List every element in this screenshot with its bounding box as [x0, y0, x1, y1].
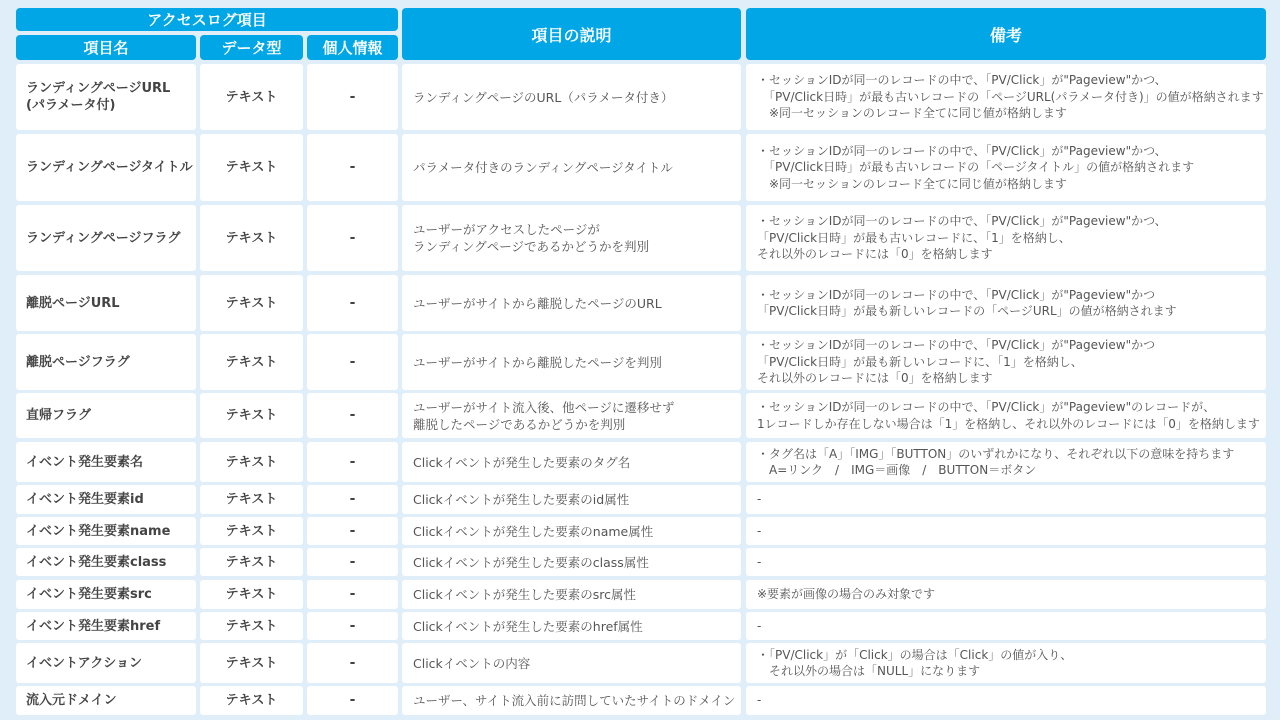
data-type-cell — [200, 548, 303, 576]
group-header: アクセスログ項目 — [16, 8, 398, 31]
personal-info-cell — [307, 442, 398, 482]
data-type-cell-text: テキスト — [225, 587, 278, 602]
notes-cell-text: ・「PV/Click」が「Click」の場合は「Click」の値が入り、 それ以外の場合は「NULL」になります — [757, 647, 1073, 678]
item-name-cell-text: イベント発生要素id — [26, 492, 144, 507]
data-type-cell — [200, 643, 303, 683]
personal-info-cell — [307, 643, 398, 683]
data-type-cell — [200, 485, 303, 514]
data-type-cell — [200, 334, 303, 390]
item-name-cell — [16, 580, 196, 609]
personal-info-cell-text: - — [349, 617, 356, 634]
notes-cell-text: - — [757, 492, 762, 507]
description-cell — [402, 205, 741, 271]
notes-cell — [746, 393, 1266, 438]
notes-cell-text: - — [757, 554, 762, 569]
personal-info-cell — [307, 393, 398, 438]
notes-cell-text: ・セッションIDが同一のレコードの中で、「PV/Click」が"Pageview"かつ、 「PV/Click日時」が最も古いレコードの「ページタイトル」の値が格納されます ※同一セッションのレコード全てに同じ値が格納します — [757, 143, 1195, 191]
item-name-cell — [16, 442, 196, 482]
data-type-cell-text: テキスト — [225, 655, 278, 671]
item-name-cell-text: イベント発生要素name — [26, 523, 171, 539]
data-type-cell — [200, 64, 303, 130]
notes-cell — [746, 643, 1266, 683]
data-type-cell-text: テキスト — [225, 618, 278, 634]
personal-info-cell-text: - — [349, 553, 356, 570]
item-name-cell — [16, 548, 196, 576]
item-name-cell — [16, 205, 196, 271]
description-cell-text: Clickイベントの内容 — [413, 655, 531, 671]
description-cell-text: ユーザーがアクセスしたページが ランディングページであるかどうかを判別 — [413, 222, 650, 254]
item-name-cell — [16, 485, 196, 514]
data-type-cell — [200, 205, 303, 271]
column-header-name: 項目名 — [16, 35, 196, 60]
data-type-cell — [200, 580, 303, 609]
notes-cell — [746, 334, 1266, 390]
notes-cell — [746, 548, 1266, 576]
item-name-cell-text: ランディングページURL (パラメータ付) — [26, 81, 171, 113]
data-type-cell-text: テキスト — [225, 554, 278, 570]
item-name-cell-text: ランディングページフラグ — [26, 230, 181, 246]
personal-info-cell-text: - — [349, 159, 356, 175]
data-type-cell-text: テキスト — [225, 295, 278, 311]
personal-info-cell — [307, 64, 398, 130]
item-name-cell-text: 流入元ドメイン — [26, 693, 117, 708]
item-name-cell — [16, 393, 196, 438]
item-name-cell — [16, 612, 196, 640]
description-cell-text: Clickイベントが発生した要素のclass属性 — [413, 554, 649, 570]
data-type-cell-text: テキスト — [225, 693, 278, 708]
description-cell-text: Clickイベントが発生した要素のname属性 — [413, 523, 654, 539]
personal-info-cell — [307, 580, 398, 609]
item-name-cell — [16, 334, 196, 390]
notes-cell — [746, 275, 1266, 331]
notes-cell — [746, 686, 1266, 715]
personal-info-cell-text: - — [349, 692, 356, 708]
notes-cell-text: ・セッションIDが同一のレコードの中で、「PV/Click」が"Pageview"のレコードが、 1レコードしか存在しない場合は「1」を格納し、それ以外のレコードには「0」を格納します — [757, 400, 1260, 431]
description-cell-text: ユーザーがサイトから離脱したページのURL — [413, 295, 662, 311]
notes-cell — [746, 205, 1266, 271]
description-cell-text: パラメータ付きのランディングページタイトル — [413, 160, 673, 175]
item-name-cell — [16, 275, 196, 331]
notes-cell — [746, 580, 1266, 609]
personal-info-cell-text: - — [349, 522, 356, 539]
item-name-cell-text: ランディングページタイトル — [26, 160, 193, 175]
notes-cell — [746, 485, 1266, 514]
item-name-cell-text: 直帰フラグ — [26, 408, 92, 423]
notes-cell-text: ・セッションIDが同一のレコードの中で、「PV/Click」が"Pageview"かつ 「PV/Click日時」が最も新しいレコードに、「1」を格納し、 それ以外のレコードには「0」を格納します — [757, 338, 1156, 386]
description-cell-text: ユーザー、サイト流入前に訪問していたサイトのドメイン — [413, 693, 736, 708]
data-type-cell-text: テキスト — [225, 492, 278, 507]
description-cell — [402, 275, 741, 331]
description-cell — [402, 134, 741, 201]
item-name-cell-text: イベント発生要素class — [26, 554, 167, 570]
item-name-cell — [16, 517, 196, 545]
description-cell-text: ユーザーがサイト流入後、他ページに遷移せず 離脱したページであるかどうかを判別 — [413, 399, 675, 432]
description-cell — [402, 580, 741, 609]
data-type-cell-text: テキスト — [225, 230, 278, 246]
personal-info-cell — [307, 517, 398, 545]
item-name-cell — [16, 686, 196, 715]
data-type-cell — [200, 134, 303, 201]
personal-info-cell-text: - — [349, 453, 356, 470]
personal-info-cell-text: - — [349, 586, 356, 602]
personal-info-cell-text: - — [349, 88, 356, 105]
personal-info-cell-text: - — [349, 491, 356, 507]
description-cell — [402, 517, 741, 545]
item-name-cell-text: イベント発生要素名 — [26, 454, 144, 470]
personal-info-cell-text: - — [349, 353, 356, 370]
description-cell-text: ユーザーがサイトから離脱したページを判別 — [413, 354, 662, 370]
data-type-cell-text: テキスト — [225, 454, 278, 470]
personal-info-cell-text: - — [349, 407, 356, 423]
data-type-cell-text: テキスト — [225, 408, 278, 423]
column-header-notes: 備考 — [746, 8, 1266, 60]
item-name-cell-text: イベント発生要素src — [26, 587, 152, 602]
personal-info-cell-text: - — [349, 229, 356, 246]
description-cell — [402, 442, 741, 482]
notes-cell-text: - — [757, 618, 762, 633]
column-header-personal: 個人情報 — [307, 35, 398, 60]
description-cell-text: Clickイベントが発生した要素のid属性 — [413, 492, 630, 507]
notes-cell-text: - — [757, 523, 762, 538]
personal-info-cell — [307, 485, 398, 514]
item-name-cell-text: 離脱ページフラグ — [26, 354, 130, 370]
personal-info-cell — [307, 134, 398, 201]
data-type-cell-text: テキスト — [225, 160, 278, 175]
column-header-description: 項目の説明 — [402, 8, 741, 60]
notes-cell — [746, 442, 1266, 482]
description-cell — [402, 643, 741, 683]
description-cell — [402, 393, 741, 438]
description-cell — [402, 686, 741, 715]
data-type-cell — [200, 612, 303, 640]
data-type-cell-text: テキスト — [225, 89, 278, 105]
notes-cell — [746, 612, 1266, 640]
personal-info-cell — [307, 205, 398, 271]
description-cell-text: Clickイベントが発生した要素のタグ名 — [413, 454, 631, 470]
data-type-cell — [200, 442, 303, 482]
personal-info-cell — [307, 275, 398, 331]
data-type-cell — [200, 275, 303, 331]
personal-info-cell — [307, 612, 398, 640]
notes-cell-text: ・セッションIDが同一のレコードの中で、「PV/Click」が"Pageview"かつ、 「PV/Click日時」が最も古いレコードの「ページURL(パラメータ付き)」の値が格納されます ※同一セッションのレコード全てに同じ値が格納します — [757, 73, 1264, 121]
item-name-cell-text: イベント発生要素href — [26, 618, 161, 634]
column-header-type: データ型 — [200, 35, 303, 60]
notes-cell — [746, 64, 1266, 130]
description-cell — [402, 64, 741, 130]
description-cell — [402, 334, 741, 390]
notes-cell — [746, 134, 1266, 201]
notes-cell — [746, 517, 1266, 545]
item-name-cell-text: 離脱ページURL — [26, 295, 120, 311]
data-type-cell-text: テキスト — [225, 523, 278, 539]
data-type-cell — [200, 686, 303, 715]
notes-cell-text: ・セッションIDが同一のレコードの中で、「PV/Click」が"Pageview"かつ 「PV/Click日時」が最も新しいレコードの「ページURL」の値が格納されます — [757, 287, 1177, 318]
notes-cell-text: ・セッションIDが同一のレコードの中で、「PV/Click」が"Pageview"かつ、 「PV/Click日時」が最も古いレコードに、「1」を格納し、 それ以外のレコードには「0」を格納します — [757, 214, 1167, 262]
notes-cell-text: ・タグ名は「A」「IMG」「BUTTON」のいずれかになり、それぞれ以下の意味を持ちます A=リンク / IMG＝画像 / BUTTON＝ボタン — [757, 446, 1235, 477]
item-name-cell-text: イベントアクション — [26, 655, 142, 671]
personal-info-cell — [307, 686, 398, 715]
notes-cell-text: - — [757, 693, 762, 708]
description-cell-text: Clickイベントが発生した要素のsrc属性 — [413, 587, 637, 602]
description-cell-text: ランディングページのURL（パラメータ付き） — [413, 89, 674, 105]
personal-info-cell — [307, 334, 398, 390]
description-cell — [402, 548, 741, 576]
description-cell — [402, 612, 741, 640]
personal-info-cell-text: - — [349, 294, 356, 311]
data-type-cell — [200, 393, 303, 438]
personal-info-cell — [307, 548, 398, 576]
data-type-cell-text: テキスト — [225, 354, 278, 370]
data-type-cell — [200, 517, 303, 545]
notes-cell-text: ※要素が画像の場合のみ対象です — [757, 587, 936, 602]
item-name-cell — [16, 64, 196, 130]
description-cell-text: Clickイベントが発生した要素のhref属性 — [413, 618, 643, 634]
personal-info-cell-text: - — [349, 654, 356, 671]
item-name-cell — [16, 134, 196, 201]
item-name-cell — [16, 643, 196, 683]
description-cell — [402, 485, 741, 514]
